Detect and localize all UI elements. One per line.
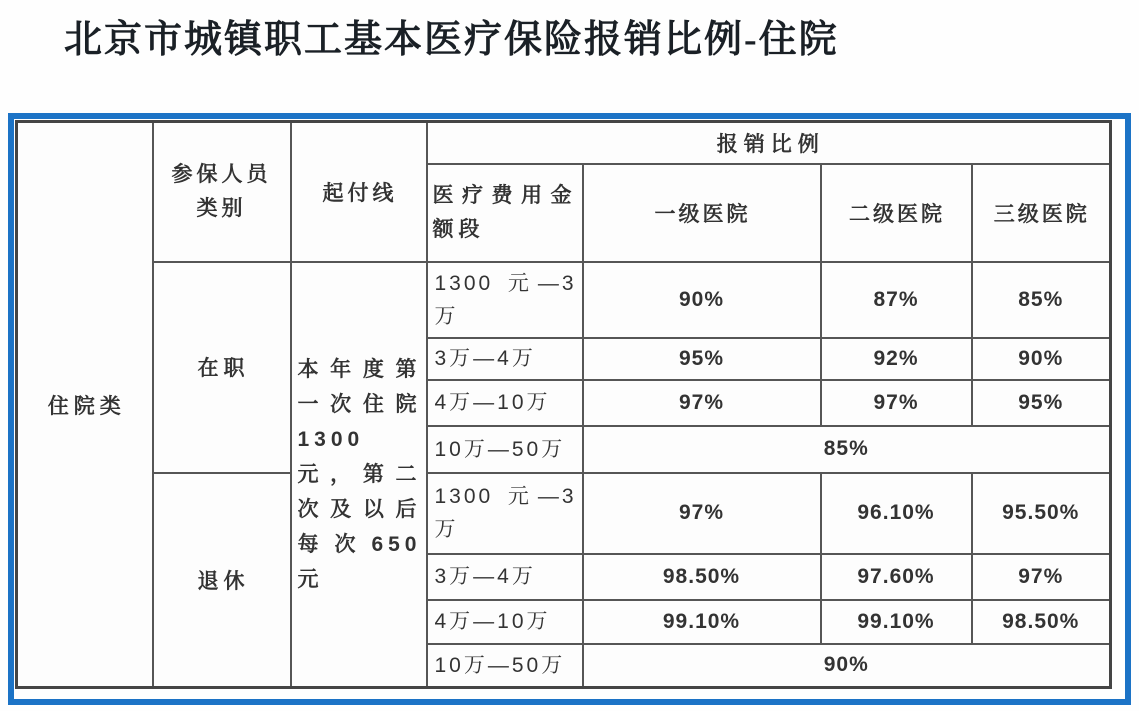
ratio-value-merged: 85%	[583, 426, 1111, 473]
segment-label: 1300 元—3万	[427, 262, 583, 338]
header-deductible: 起付线	[291, 122, 427, 262]
ratio-value-merged: 90%	[583, 644, 1111, 688]
segment-label: 4万—10万	[427, 380, 583, 426]
ratio-value: 99.10%	[821, 600, 972, 644]
ratio-value: 92%	[821, 338, 972, 380]
ratio-value: 90%	[972, 338, 1111, 380]
reimbursement-table	[15, 120, 1112, 689]
ratio-value: 98.50%	[583, 554, 821, 600]
segment-label: 1300 元—3万	[427, 473, 583, 554]
person-type-retired: 退休	[153, 473, 291, 688]
header-person-category-label: 参保人员类别	[171, 162, 272, 220]
person-type-active: 在职	[153, 262, 291, 473]
ratio-value: 99.10%	[583, 600, 821, 644]
header-person-category	[153, 122, 291, 262]
header-ratio-group: 报销比例	[427, 122, 1111, 164]
segment-label: 3万—4万	[427, 554, 583, 600]
segment-label: 10万—50万	[427, 644, 583, 688]
segment-label: 3万—4万	[427, 338, 583, 380]
header-hospital-level-2: 二级医院	[821, 164, 972, 262]
ratio-value: 97%	[821, 380, 972, 426]
table-frame	[8, 113, 1131, 705]
deductible-text: 本年度第一次住院1300 元，第二次及以后每次650元	[297, 357, 422, 591]
ratio-value: 97%	[583, 473, 821, 554]
segment-label: 10万—50万	[427, 426, 583, 473]
ratio-value: 85%	[972, 262, 1111, 338]
ratio-value: 98.50%	[972, 600, 1111, 644]
ratio-value: 96.10%	[821, 473, 972, 554]
table-row	[17, 473, 1111, 554]
ratio-value: 95.50%	[972, 473, 1111, 554]
ratio-value: 90%	[583, 262, 821, 338]
table-row	[17, 262, 1111, 338]
header-hospital-level-3: 三级医院	[972, 164, 1111, 262]
ratio-value: 97.60%	[821, 554, 972, 600]
deductible-cell	[291, 262, 427, 688]
ratio-value: 97%	[583, 380, 821, 426]
page-title: 北京市城镇职工基本医疗保险报销比例-住院	[64, 19, 839, 61]
row-header-hospitalization: 住院类	[17, 122, 153, 688]
header-hospital-level-1: 一级医院	[583, 164, 821, 262]
ratio-value: 95%	[972, 380, 1111, 426]
ratio-value: 97%	[972, 554, 1111, 600]
ratio-value: 95%	[583, 338, 821, 380]
header-expense-segment: 医疗费用金额段	[427, 164, 583, 262]
ratio-value: 87%	[821, 262, 972, 338]
segment-label: 4万—10万	[427, 600, 583, 644]
